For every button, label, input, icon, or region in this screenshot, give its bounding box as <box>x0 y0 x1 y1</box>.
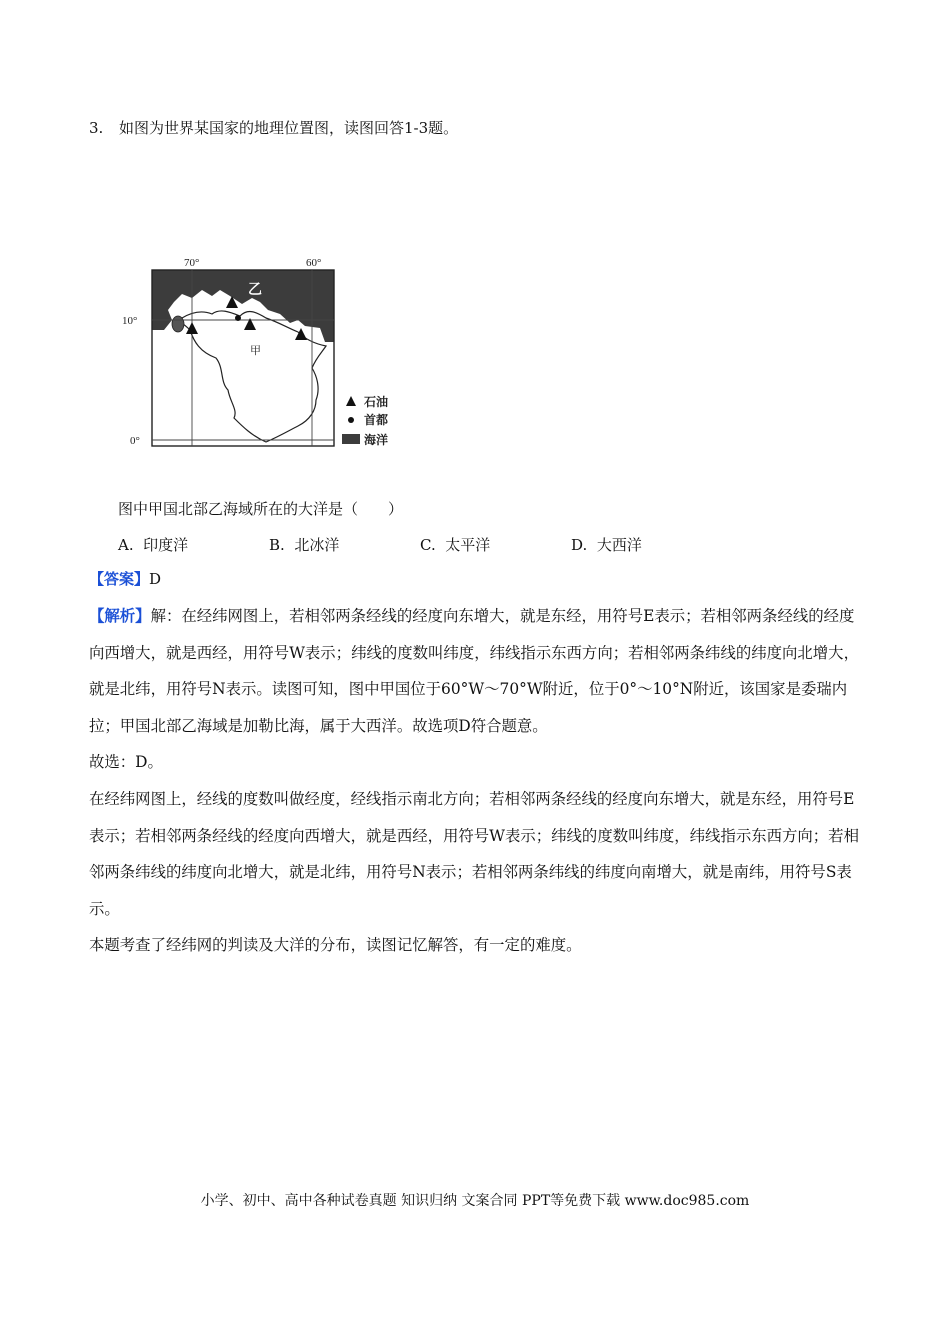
option-b-text: 北冰洋 <box>294 536 340 554</box>
lat-label-10: 10° <box>122 315 138 327</box>
sub-question: 图中甲国北部乙海域所在的大洋是（ ） <box>118 500 404 518</box>
question-number: 3. <box>89 119 104 137</box>
option-d[interactable] <box>571 534 642 555</box>
analysis-conclusion: 故选：D。 <box>89 753 163 772</box>
legend-oil-label: 石油 <box>364 395 389 409</box>
venezuela-map <box>120 250 420 460</box>
option-a[interactable] <box>118 534 188 555</box>
analysis-tag: 【解析】 <box>89 607 151 625</box>
question-stem-text: 如图为世界某国家的地理位置图，读图回答1-3题。 <box>119 119 459 137</box>
option-d-letter: D. <box>571 536 588 554</box>
question-stem <box>89 117 458 138</box>
lon-label-60: 60° <box>306 257 322 269</box>
legend-oil-icon <box>346 396 356 406</box>
lat-label-0: 0° <box>130 435 140 447</box>
option-c-text: 太平洋 <box>445 536 491 554</box>
answer-line <box>89 568 161 589</box>
option-c[interactable] <box>420 534 490 555</box>
option-a-letter: A. <box>118 536 134 554</box>
option-b[interactable] <box>269 534 339 555</box>
analysis-block <box>89 598 861 964</box>
option-d-text: 大西洋 <box>596 536 642 554</box>
legend-ocean-label: 海洋 <box>364 433 389 447</box>
analysis-paragraph: 在经纬网图上，经线的度数叫做经度，经线指示南北方向；若相邻两条经线的经度向东增大，就是东经，用符号E表示；若相邻两条经线的经度向西增大，就是西经，用符号W表示；纬线的度数叫纬度，纬线指示东西方向；若相邻两条纬线的纬度向北增大，就是北纬，用符号N表示；若相邻两条纬线的纬度向南增大，就是南纬，用符号S表示。 <box>89 789 859 918</box>
page-footer: 小学、初中、高中各种试卷真题 知识归纳 文案合同 PPT等免费下载 www.doc985.com <box>200 1193 750 1209</box>
answer-tag: 【答案】 <box>89 570 150 588</box>
lake-maracaibo <box>172 316 184 332</box>
lon-label-70: 70° <box>184 257 200 269</box>
sea-label: 乙 <box>248 282 262 298</box>
legend-capital-label: 首都 <box>364 413 389 427</box>
analysis-paragraph <box>89 598 861 744</box>
analysis-text-1: 解：在经纬网图上，若相邻两条经线的经度向东增大，就是东经，用符号E表示；若相邻两条经线的经度向西增大，就是西经，用符号W表示；纬线的度数叫纬度，纬线指示东西方向；若相邻两条纬线的纬度向北增大，就是北纬，用符号N表示。读图可知，图中甲国位于60°W～70°W附近，位于0°～10°N附近，该国家是委瑞内拉；甲国北部乙海域是加勒比海，属于大西洋。故选项D符合题意。 <box>89 607 859 735</box>
country-label: 甲 <box>250 344 261 357</box>
answer-value: D <box>149 570 162 588</box>
analysis-summary: 本题考查了经纬网的判读及大洋的分布，读图记忆解答，有一定的难度。 <box>89 936 582 955</box>
option-b-letter: B. <box>269 536 285 554</box>
option-c-letter: C. <box>420 536 436 554</box>
option-a-text: 印度洋 <box>143 536 189 554</box>
legend-ocean-swatch <box>342 434 360 444</box>
legend-capital-icon <box>348 417 354 423</box>
capital-dot-icon <box>235 315 241 321</box>
